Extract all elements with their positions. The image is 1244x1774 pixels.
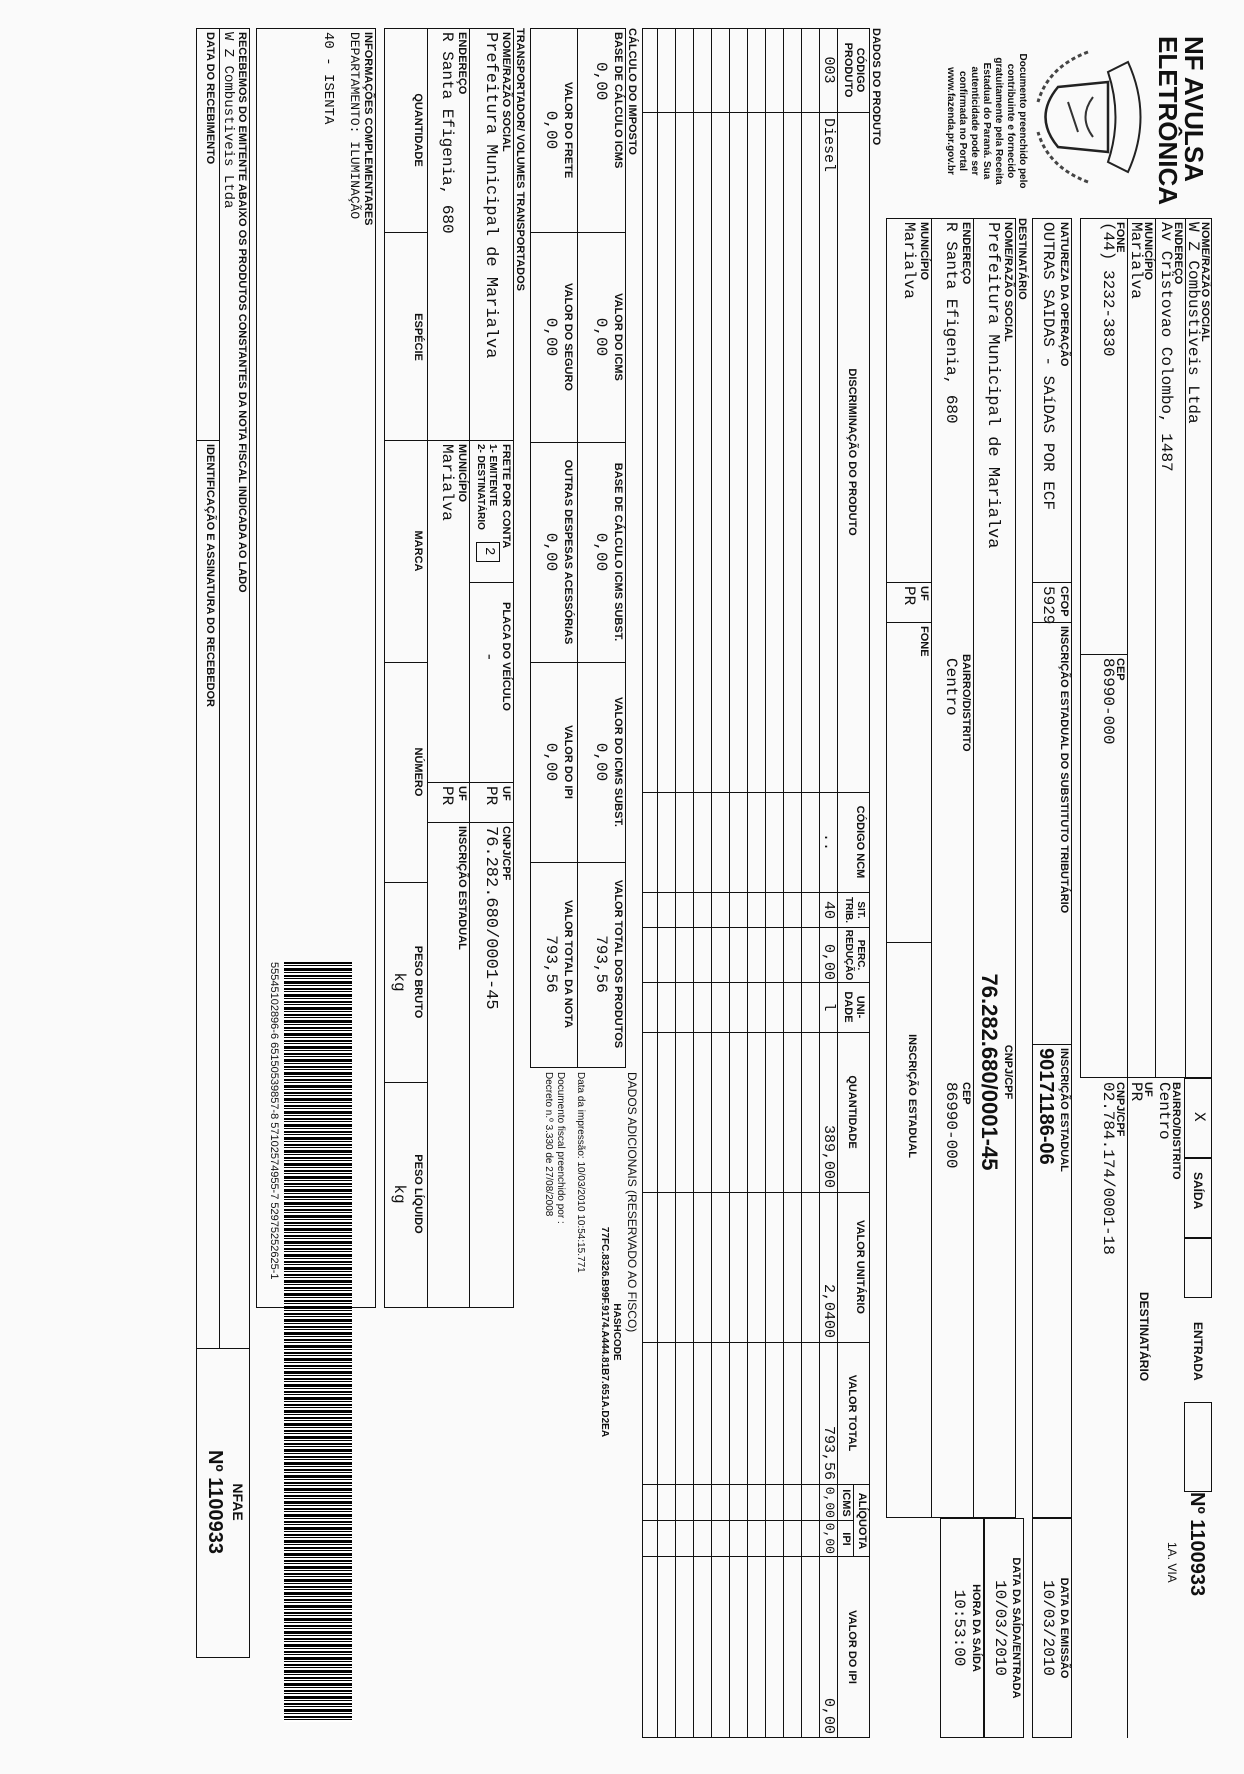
transp-uf2-label: UF — [456, 786, 468, 801]
col-unidade: UNI-DADE — [842, 991, 866, 1023]
emitente-municipio: Marialva — [1127, 222, 1145, 299]
recebimento-numero: Nº 1100933 — [204, 1449, 226, 1555]
barcode — [284, 962, 352, 1722]
row-unitario: 2,0400 — [820, 1283, 837, 1338]
total-produtos-label: VALOR TOTAL DOS PRODUTOS — [612, 879, 624, 1049]
emitente-endereco: Av Cristovao Colombo, 1487 — [1157, 222, 1175, 472]
doc-info-line: Documento preenchido pelo — [1017, 53, 1028, 189]
ipi-label: VALOR DO IPI — [562, 725, 574, 799]
col-codigo: CÓDIGO PRODUTO — [842, 42, 866, 98]
ie-subst-label: INSCRIÇÃO ESTADUAL DO SUBSTITUTO TRIBUTÁRIO — [1058, 626, 1070, 914]
emitente-razao: W Z Combustiveis Ltda — [1184, 222, 1202, 424]
row-codigo: 003 — [820, 56, 837, 84]
ie-label: INSCRIÇÃO ESTADUAL — [1058, 1048, 1070, 1172]
col-perc-reducao: PERC. REDUÇÃO — [843, 929, 866, 981]
nfae-label: NFAE — [230, 1483, 246, 1521]
frete-conta-label: FRETE POR CONTA — [500, 444, 512, 549]
title-line2: ELETRÔNICA — [1153, 36, 1183, 205]
peso-bruto: kg — [390, 972, 408, 992]
transp-municipio-label: MUNICÍPIO — [456, 444, 468, 503]
hora-value: 10:53:00 — [950, 1589, 968, 1667]
placa-value: - — [480, 652, 498, 662]
valor-icms-label: VALOR DO ICMS — [612, 293, 624, 381]
dest-municipio: Marialva — [900, 222, 918, 299]
doc-info-line: Estadual do Paraná. Sua — [981, 62, 992, 180]
transp-razao: Prefeitura Municipal de Marialva — [481, 32, 500, 359]
dest-fone-label: FONE — [918, 626, 930, 657]
dest-cep: 86990-000 — [942, 1082, 960, 1169]
emitente-cnpj-label: CNPJ/CPF — [1114, 1082, 1126, 1137]
numero-label: NÚMERO — [412, 747, 424, 797]
frete-label: VALOR DO FRETE — [562, 81, 574, 179]
natureza-label: NATUREZA DA OPERAÇÃO — [1058, 222, 1070, 367]
row-valor-ipi: 0,00 — [820, 1697, 837, 1734]
emitente-uf: PR — [1127, 1082, 1145, 1102]
row-perc: 0,00 — [820, 943, 837, 980]
emitente-cnpj: 02.784.174/0001-18 — [1099, 1082, 1117, 1255]
transporte-section: TRANSPORTADOR/ VOLUMES TRANSPORTADOS — [514, 28, 526, 291]
col-icms: ICMS — [840, 1489, 852, 1517]
dest-cnpj-label: CNPJ/CPF — [1002, 1044, 1014, 1100]
transp-uf2: PR — [438, 786, 456, 806]
saida-value: 10/03/2010 — [991, 1579, 1009, 1676]
total-nota: 793,56 — [542, 935, 560, 993]
emitente-bairro-label: BAIRRO/DISTRITO — [1170, 1082, 1182, 1180]
doc-fiscal-text: Documento fiscal preenchido por : — [555, 1072, 566, 1224]
dest-cep-label: CEP — [960, 1082, 972, 1105]
transp-uf-label: UF — [500, 786, 512, 801]
decreto-text: Decreto n.º 3.330 de 27/08/2008 — [543, 1072, 554, 1217]
doc-info-block — [944, 36, 1028, 206]
frete-opt1: 1- EMITENTE — [487, 444, 498, 507]
recebimento-declaracao: RECEBEMOS DO EMITENTE ABAIXO OS PRODUTOS CONSTANTES DA NOTA FISCAL INDICADA AO LADO — [236, 32, 248, 593]
frete-opt2: 2- DESTINATÁRIO — [475, 444, 486, 530]
saida-label: DATA DA SAÍDA/ENTRADA — [1010, 1557, 1022, 1699]
base-icms-label: BASE DE CÁLCULO ICMS — [612, 32, 624, 169]
emitente-bairro: Centro — [1155, 1082, 1173, 1140]
doc-info-line: contribuinte e fornecido — [1005, 63, 1016, 179]
emitente-razao-label: NOME/RAZÃO SOCIAL — [1199, 222, 1211, 342]
marca-label: MARCA — [412, 530, 424, 572]
ipi-value: 0,00 — [542, 742, 560, 782]
peso-bruto-label: PESO BRUTO — [412, 945, 424, 1019]
doc-info-line: www.fazenda.pr.gov.br — [945, 67, 956, 175]
total-nota-label: VALOR TOTAL DA NOTA — [562, 899, 574, 1029]
valor-icms: 0,00 — [592, 317, 610, 357]
dest-ie-label: INSCRIÇÃO ESTADUAL — [906, 1034, 918, 1158]
emitente-fone: (44) 3232-3830 — [1099, 222, 1117, 357]
dest-uf-label: UF — [918, 586, 930, 601]
dest-uf: PR — [900, 586, 918, 606]
base-icms: 0,00 — [592, 62, 610, 101]
title-line1: NF AVULSA — [1179, 36, 1209, 182]
base-subst-label: BASE DE CÁLCULO ICMS SUBST. — [612, 462, 624, 642]
transp-cnpj: 76.282.680/0001-45 — [481, 826, 500, 1010]
destinatario-tag: DESTINATÁRIO — [1137, 1292, 1151, 1382]
frete-value: 0,00 — [542, 110, 560, 150]
total-produtos: 793,56 — [592, 935, 610, 993]
produtos-section: DADOS DO PRODUTO — [870, 28, 882, 146]
transp-municipio: Marialva — [438, 444, 456, 521]
barcode-text: 55545102896-6 65150539857-8 57102574955-7 52975252625-1 — [268, 962, 280, 1280]
col-ncm: CÓDIGO NCM — [854, 805, 866, 879]
via-label: 1A. VIA — [1165, 1542, 1179, 1583]
hash-label: HASHCODE — [611, 1303, 622, 1361]
seguro-value: 0,00 — [542, 317, 560, 357]
emissao-label: DATA DA EMISSÃO — [1058, 1577, 1070, 1679]
dest-razao-label: NOME/RAZÃO SOCIAL — [1002, 222, 1014, 342]
peso-liquido-label: PESO LÍQUIDO — [412, 1154, 424, 1234]
transp-endereco: R Santa Efigenia, 680 — [438, 32, 456, 234]
dest-bairro-label: BAIRRO/DISTRITO — [960, 654, 972, 752]
especie-label: ESPÉCIE — [412, 313, 424, 361]
recebimento-emitente: W Z Combustiveis Ltda — [220, 32, 236, 209]
transp-ie-label: INSCRIÇÃO ESTADUAL — [456, 826, 468, 950]
col-valor-total: VALOR TOTAL — [846, 1374, 858, 1452]
frete-value: 2 — [481, 547, 497, 556]
outras-label: OUTRAS DESPESAS ACESSÓRIAS — [562, 459, 574, 645]
nf-avulsa-form — [30, 22, 1214, 1752]
parana-coat-of-arms-icon — [1028, 42, 1148, 192]
row-ncm: .. — [820, 832, 837, 851]
col-aliquota: ALÍQUOTA — [856, 1492, 868, 1550]
row-descricao: Diesel — [820, 118, 837, 173]
doc-info-line: gratuitamente pela Receita — [993, 57, 1004, 185]
dest-cnpj: 76.282.680/0001-45 — [977, 973, 1002, 1171]
col-valor-ipi: VALOR DO IPI — [846, 1610, 858, 1684]
hora-label: HORA DA SAÍDA — [970, 1584, 982, 1672]
complementares-isenta: 40 - ISENTA — [320, 32, 336, 125]
col-sit-trib: SIT. TRIB. — [843, 896, 866, 924]
tipo-entrada-label: ENTRADA — [1191, 1322, 1205, 1381]
imposto-section: CÁLCULO DO IMPOSTO — [626, 28, 638, 155]
row-quantidade: 389,000 — [820, 1124, 837, 1188]
col-quantidade: QUANTIDADE — [846, 1075, 858, 1149]
data-recebimento-label: DATA DO RECEBIMENTO — [204, 32, 216, 165]
placa-label: PLACA DO VEÍCULO — [500, 602, 512, 711]
data-impressao: Data da impressão: 10/03/2010 10:54:15.771 — [575, 1072, 586, 1273]
emissao-value: 10/03/2010 — [1039, 1579, 1057, 1676]
transp-cnpj-label: CNPJ/CPF — [500, 826, 512, 881]
transp-uf: PR — [482, 786, 500, 806]
emitente-endereco-label: ENDEREÇO — [1172, 222, 1184, 285]
dest-bairro: Centro — [942, 658, 960, 716]
doc-info-line: autenticidade pode ser — [969, 66, 980, 176]
tipo-x-mark: X — [1190, 1112, 1208, 1122]
destinatario-section: DESTINATÁRIO — [1016, 218, 1028, 300]
valor-subst: 0,00 — [592, 742, 610, 782]
numero-nota: Nº 1100933 — [1186, 1492, 1208, 1597]
emitente-fone-label: FONE — [1114, 222, 1126, 253]
row-sit: 40 — [820, 900, 837, 919]
cfop-value: 5929 — [1039, 586, 1057, 625]
row-ipi: 0,00 — [822, 1522, 837, 1554]
dest-municipio-label: MUNICÍPIO — [918, 222, 930, 281]
ie-value: 90171186-06 — [1035, 1048, 1057, 1165]
cfop-label: CFOP — [1058, 586, 1070, 617]
outras-value: 0,00 — [542, 532, 560, 572]
adicionais-title: DADOS ADICIONAIS (RESERVADO AO FISCO) — [625, 1072, 639, 1333]
emitente-uf-label: UF — [1142, 1082, 1154, 1097]
peso-liquido: kg — [390, 1184, 408, 1204]
col-discriminacao: DISCRIMINAÇÃO DO PRODUTO — [846, 368, 858, 536]
base-subst: 0,00 — [592, 532, 610, 572]
quantidade-label: QUANTIDADE — [412, 93, 424, 167]
emitente-municipio-label: MUNICÍPIO — [1142, 222, 1154, 281]
seguro-label: VALOR DO SEGURO — [562, 283, 574, 391]
col-ipi: IPI — [840, 1532, 852, 1546]
complementares-linha: DEPARTAMENTO: ILUMINAÇÃO — [347, 32, 362, 220]
dest-endereco-label: ENDEREÇO — [960, 222, 972, 285]
dest-razao: Prefeitura Municipal de Marialva — [983, 222, 1002, 549]
row-unidade: l — [820, 1002, 837, 1012]
valor-subst-label: VALOR DO ICMS SUBST. — [612, 697, 624, 827]
hash-value: 77FC.8326.B99F.9174.A444.81B7.651A.D2EA — [599, 1226, 610, 1438]
emitente-cep: 86990-000 — [1099, 658, 1117, 745]
row-total: 793,56 — [820, 1425, 837, 1480]
tipo-saida-label: SAÍDA — [1191, 1172, 1205, 1210]
doc-info-line: confirmada no Portal — [957, 70, 968, 171]
complementares-title: INFORMAÇÕES COMPLEMENTARES — [362, 32, 374, 226]
col-valor-unitario: VALOR UNITÁRIO — [854, 1220, 866, 1314]
row-icms: 0,00 — [822, 1486, 837, 1518]
natureza-value: OUTRAS SAIDAS - SAíDAS POR ECF — [1039, 222, 1057, 511]
transp-endereco-label: ENDEREÇO — [456, 32, 468, 95]
dest-endereco: R Santa Efigenia, 680 — [942, 222, 960, 424]
assinatura-label: IDENTIFICAÇÃO E ASSINATURA DO RECEBEDOR — [204, 444, 216, 707]
emitente-cep-label: CEP — [1114, 658, 1126, 681]
transp-razao-label: NOME/RAZÃO SOCIAL — [500, 32, 512, 152]
